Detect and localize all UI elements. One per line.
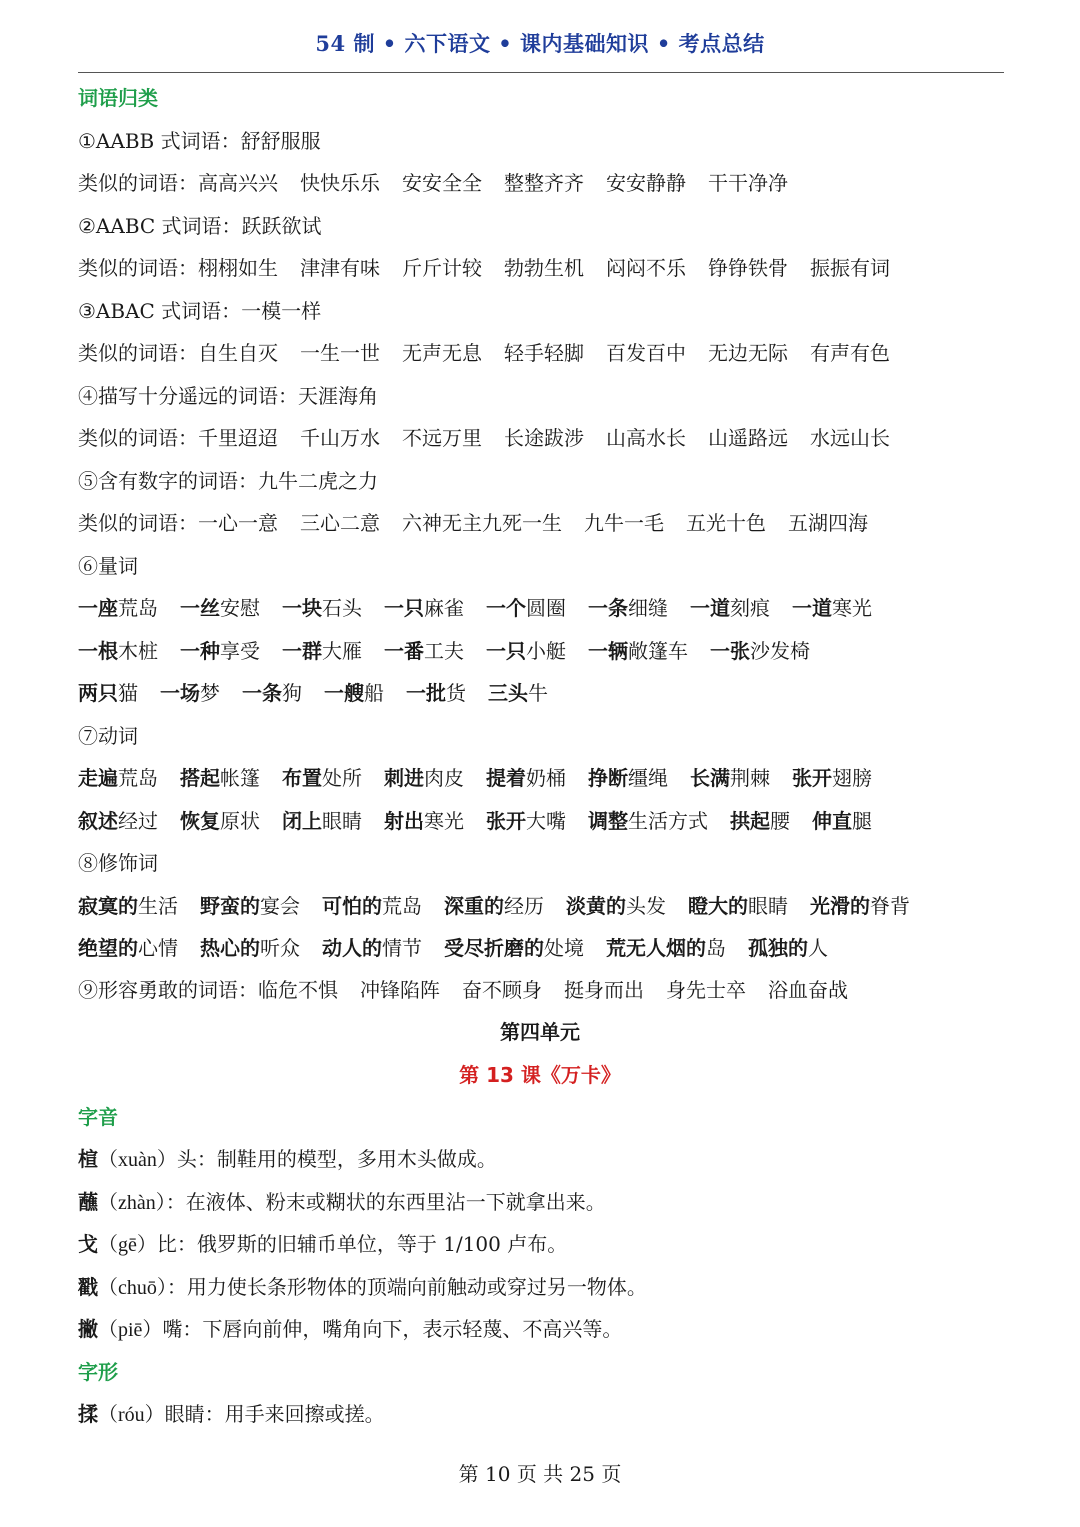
unit-title: 第四单元 xyxy=(500,1020,580,1044)
phrase-normal-part: 经历 xyxy=(504,894,544,918)
phrase-item xyxy=(710,636,810,666)
phrase-bold-part: 寂寞的 xyxy=(78,894,138,918)
phrase-bold-part: 一道 xyxy=(792,596,832,620)
phrase-item xyxy=(812,806,872,836)
phrase-bold-part: 两只 xyxy=(78,681,118,705)
phrase-normal-part: 生活 xyxy=(138,894,178,918)
far-words-title: ④描写十分遥远的词语：天涯海角 xyxy=(78,384,378,408)
phrase-bold-part: 提着 xyxy=(486,766,526,790)
word-item: 安安静静 xyxy=(606,171,686,195)
phrase-item xyxy=(444,933,584,963)
phrase-bold-part: 一只 xyxy=(384,596,424,620)
page-footer: 第 10 页 共 25 页 xyxy=(458,1462,622,1486)
phrase-normal-part: 刻痕 xyxy=(730,596,770,620)
phrase-bold-part: 孤独的 xyxy=(748,936,808,960)
word-item: 山高水长 xyxy=(606,426,686,450)
word-item: 一生一世 xyxy=(300,341,380,365)
aabb-similar xyxy=(78,168,788,198)
abac-similar xyxy=(78,338,890,368)
word-item: 无声无息 xyxy=(402,341,482,365)
phrase-item xyxy=(748,933,828,963)
phrase-item xyxy=(78,636,158,666)
phrase-bold-part: 绝望的 xyxy=(78,936,138,960)
phrase-item xyxy=(566,891,666,921)
phrase-normal-part: 安慰 xyxy=(220,596,260,620)
phrase-normal-part: 腰 xyxy=(770,809,790,833)
phrase-normal-part: 狗 xyxy=(282,681,302,705)
phrase-bold-part: 一只 xyxy=(486,639,526,663)
section-heading-word-classification: 词语归类 xyxy=(78,86,158,110)
phrase-item xyxy=(200,891,300,921)
word-item: 临危不惧 xyxy=(258,978,338,1002)
phrase-bold-part: 荒无人烟的 xyxy=(606,936,706,960)
phrase-item xyxy=(588,593,668,623)
phrase-item xyxy=(810,891,910,921)
entry-definition: 头：制鞋用的模型，多用木头做成。 xyxy=(176,1147,497,1171)
phrase-bold-part: 一批 xyxy=(406,681,446,705)
phrase-bold-part: 一丝 xyxy=(180,596,220,620)
phrase-bold-part: 一座 xyxy=(78,596,118,620)
phrase-normal-part: 经过 xyxy=(118,809,158,833)
phrase-normal-part: 情节 xyxy=(382,936,422,960)
number-words-similar xyxy=(78,508,868,538)
phrase-item xyxy=(384,636,464,666)
phrase-normal-part: 小艇 xyxy=(526,639,566,663)
page-header: 54 制 • 六下语文 • 课内基础知识 • 考点总结 xyxy=(315,31,765,56)
phrase-item xyxy=(690,763,770,793)
entry-character: 戈 xyxy=(78,1232,98,1256)
phrase-item xyxy=(282,806,362,836)
word-item: 斤斤计较 xyxy=(402,256,482,280)
header-divider xyxy=(78,72,1004,73)
word-item: 山遥路远 xyxy=(708,426,788,450)
phrase-normal-part: 眼睛 xyxy=(322,809,362,833)
phrase-item xyxy=(282,763,362,793)
entry-pinyin: （róu） xyxy=(98,1404,165,1426)
verbs-row xyxy=(78,763,872,793)
phrase-bold-part: 一道 xyxy=(690,596,730,620)
phrase-normal-part: 头发 xyxy=(626,894,666,918)
phrase-item xyxy=(78,678,138,708)
section-heading-character-form: 字形 xyxy=(78,1360,118,1384)
brave-words xyxy=(78,975,848,1005)
phrase-normal-part: 寒光 xyxy=(832,596,872,620)
phrase-normal-part: 肉皮 xyxy=(424,766,464,790)
phrase-bold-part: 张开 xyxy=(792,766,832,790)
entry-character: 揉 xyxy=(78,1402,98,1426)
phrase-normal-part: 脊背 xyxy=(870,894,910,918)
similar-prefix: 类似的词语： xyxy=(78,511,198,535)
phrase-normal-part: 梦 xyxy=(200,681,220,705)
phrase-item xyxy=(588,763,668,793)
word-item: 整整齐齐 xyxy=(504,171,584,195)
phrase-bold-part: 一张 xyxy=(710,639,750,663)
phrase-item xyxy=(486,806,566,836)
phrase-item xyxy=(444,891,544,921)
word-item: 振振有词 xyxy=(810,256,890,280)
phrase-bold-part: 调整 xyxy=(588,809,628,833)
phrase-normal-part: 荒岛 xyxy=(382,894,422,918)
word-item: 六神无主九死一生 xyxy=(402,511,562,535)
phrase-item xyxy=(200,933,300,963)
aabc-title: ②AABC 式词语：跃跃欲试 xyxy=(78,214,322,238)
word-item: 长途跋涉 xyxy=(504,426,584,450)
phrase-item xyxy=(792,593,872,623)
word-item: 无边无际 xyxy=(708,341,788,365)
phrase-normal-part: 岛 xyxy=(706,936,726,960)
phrase-item xyxy=(180,763,260,793)
phrase-item xyxy=(690,593,770,623)
verbs-row xyxy=(78,806,872,836)
phrase-item xyxy=(242,678,302,708)
entry-pinyin: （chuō） xyxy=(98,1276,167,1299)
phrase-item xyxy=(486,593,566,623)
phrase-bold-part: 拱起 xyxy=(730,809,770,833)
character-form-entry xyxy=(78,1399,385,1429)
phrase-bold-part: 一场 xyxy=(160,681,200,705)
phrase-bold-part: 一个 xyxy=(486,596,526,620)
similar-prefix: 类似的词语： xyxy=(78,426,198,450)
modifiers-row xyxy=(78,933,828,963)
word-item: 五光十色 xyxy=(686,511,766,535)
entry-pinyin: （piē） xyxy=(98,1319,163,1341)
word-item: 五湖四海 xyxy=(788,511,868,535)
word-item: 三心二意 xyxy=(300,511,380,535)
phrase-item xyxy=(730,806,790,836)
phrase-item xyxy=(282,593,362,623)
word-item: 闷闷不乐 xyxy=(606,256,686,280)
entry-definition: ：用力使长条形物体的顶端向前触动或穿过另一物体。 xyxy=(166,1274,647,1299)
phrase-item xyxy=(688,891,788,921)
phrase-normal-part: 心情 xyxy=(138,936,178,960)
word-item: 有声有色 xyxy=(810,341,890,365)
phrase-item xyxy=(78,806,158,836)
phrase-normal-part: 眼睛 xyxy=(748,894,788,918)
entry-pinyin: （xuàn） xyxy=(98,1149,177,1171)
phrase-bold-part: 叙述 xyxy=(78,809,118,833)
phrase-bold-part: 刺进 xyxy=(384,766,424,790)
aabc-similar xyxy=(78,253,890,283)
phrase-normal-part: 细缝 xyxy=(628,596,668,620)
phrase-bold-part: 闭上 xyxy=(282,809,322,833)
phrase-bold-part: 射出 xyxy=(384,809,424,833)
phrase-item xyxy=(486,763,566,793)
word-item: 安安全全 xyxy=(402,171,482,195)
phrase-normal-part: 大嘴 xyxy=(526,809,566,833)
phrase-normal-part: 牛 xyxy=(528,681,548,705)
phrase-normal-part: 沙发椅 xyxy=(750,639,810,663)
phrase-item xyxy=(588,636,688,666)
phrase-bold-part: 长满 xyxy=(690,766,730,790)
phrase-bold-part: 野蛮的 xyxy=(200,894,260,918)
word-item: 铮铮铁骨 xyxy=(708,256,788,280)
phrase-bold-part: 一条 xyxy=(588,596,628,620)
phrase-item xyxy=(78,891,178,921)
modifiers-row xyxy=(78,891,910,921)
pronunciation-entry xyxy=(78,1229,567,1259)
word-item: 百发百中 xyxy=(606,341,686,365)
phrase-item xyxy=(78,933,178,963)
word-item: 冲锋陷阵 xyxy=(360,978,440,1002)
phrase-item xyxy=(486,636,566,666)
measure-words-row xyxy=(78,593,872,623)
measure-words-row xyxy=(78,636,810,666)
phrase-bold-part: 搭起 xyxy=(180,766,220,790)
entry-pinyin: （gē） xyxy=(98,1234,157,1256)
phrase-normal-part: 人 xyxy=(808,936,828,960)
phrase-item xyxy=(384,806,464,836)
phrase-item xyxy=(322,891,422,921)
pronunciation-entry xyxy=(78,1187,606,1217)
phrase-normal-part: 工夫 xyxy=(424,639,464,663)
abac-title: ③ABAC 式词语：一模一样 xyxy=(78,299,322,323)
phrase-normal-part: 处所 xyxy=(322,766,362,790)
phrase-bold-part: 热心的 xyxy=(200,936,260,960)
phrase-item xyxy=(792,763,872,793)
phrase-item xyxy=(160,678,220,708)
phrase-item xyxy=(606,933,726,963)
phrase-bold-part: 深重的 xyxy=(444,894,504,918)
phrase-normal-part: 荒岛 xyxy=(118,596,158,620)
measure-words-title: ⑥量词 xyxy=(78,554,138,578)
word-item: 勃勃生机 xyxy=(504,256,584,280)
phrase-normal-part: 猫 xyxy=(118,681,138,705)
phrase-item xyxy=(406,678,466,708)
word-item: 栩栩如生 xyxy=(198,256,278,280)
phrase-item xyxy=(180,593,260,623)
phrase-bold-part: 布置 xyxy=(282,766,322,790)
word-item: 快快乐乐 xyxy=(300,171,380,195)
phrase-bold-part: 瞪大的 xyxy=(688,894,748,918)
phrase-item xyxy=(488,678,548,708)
phrase-item xyxy=(384,593,464,623)
entry-character: 撇 xyxy=(78,1317,98,1341)
phrase-bold-part: 一辆 xyxy=(588,639,628,663)
phrase-normal-part: 货 xyxy=(446,681,466,705)
phrase-normal-part: 原状 xyxy=(220,809,260,833)
phrase-normal-part: 腿 xyxy=(852,809,872,833)
far-words-similar xyxy=(78,423,890,453)
phrase-item xyxy=(78,763,158,793)
word-item: 挺身而出 xyxy=(564,978,644,1002)
entry-character: 戳 xyxy=(78,1274,98,1299)
similar-prefix: 类似的词语： xyxy=(78,256,198,280)
phrase-bold-part: 可怕的 xyxy=(322,894,382,918)
word-item: 千山万水 xyxy=(300,426,380,450)
word-item: 千里迢迢 xyxy=(198,426,278,450)
phrase-bold-part: 一条 xyxy=(242,681,282,705)
phrase-bold-part: 一艘 xyxy=(324,681,364,705)
entry-character: 蘸 xyxy=(78,1189,98,1214)
word-item: 不远万里 xyxy=(402,426,482,450)
word-item: 身先士卒 xyxy=(666,978,746,1002)
phrase-normal-part: 大雁 xyxy=(322,639,362,663)
phrase-bold-part: 张开 xyxy=(486,809,526,833)
similar-prefix: 类似的词语： xyxy=(78,171,198,195)
phrase-normal-part: 生活方式 xyxy=(628,809,708,833)
phrase-normal-part: 敞篷车 xyxy=(628,639,688,663)
phrase-normal-part: 帐篷 xyxy=(220,766,260,790)
phrase-bold-part: 淡黄的 xyxy=(566,894,626,918)
phrase-normal-part: 麻雀 xyxy=(424,596,464,620)
measure-words-row xyxy=(78,678,548,708)
phrase-normal-part: 听众 xyxy=(260,936,300,960)
phrase-normal-part: 荆棘 xyxy=(730,766,770,790)
phrase-normal-part: 处境 xyxy=(544,936,584,960)
phrase-item xyxy=(322,933,422,963)
phrase-item xyxy=(78,593,158,623)
phrase-bold-part: 走遍 xyxy=(78,766,118,790)
phrase-bold-part: 受尽折磨的 xyxy=(444,936,544,960)
phrase-normal-part: 享受 xyxy=(220,639,260,663)
number-words-title: ⑤含有数字的词语：九牛二虎之力 xyxy=(78,469,378,493)
phrase-item xyxy=(180,806,260,836)
lesson-title: 第 13 课《万卡》 xyxy=(459,1063,621,1087)
phrase-normal-part: 船 xyxy=(364,681,384,705)
phrase-normal-part: 奶桶 xyxy=(526,766,566,790)
word-item: 水远山长 xyxy=(810,426,890,450)
modifiers-title: ⑧修饰词 xyxy=(78,851,158,875)
phrase-normal-part: 木桩 xyxy=(118,639,158,663)
phrase-normal-part: 寒光 xyxy=(424,809,464,833)
phrase-normal-part: 翅膀 xyxy=(832,766,872,790)
pronunciation-entry xyxy=(78,1272,647,1302)
phrase-normal-part: 石头 xyxy=(322,596,362,620)
phrase-item xyxy=(384,763,464,793)
entry-definition: 比：俄罗斯的旧辅币单位，等于 1/100 卢布。 xyxy=(156,1232,568,1256)
section-heading-pronunciation: 字音 xyxy=(78,1105,118,1129)
phrase-bold-part: 光滑的 xyxy=(810,894,870,918)
phrase-normal-part: 荒岛 xyxy=(118,766,158,790)
phrase-bold-part: 恢复 xyxy=(180,809,220,833)
phrase-item xyxy=(282,636,362,666)
entry-pinyin: （zhàn） xyxy=(98,1191,166,1214)
phrase-bold-part: 伸直 xyxy=(812,809,852,833)
phrase-normal-part: 缰绳 xyxy=(628,766,668,790)
phrase-normal-part: 圆圈 xyxy=(526,596,566,620)
word-item: 一心一意 xyxy=(198,511,278,535)
entry-character: 楦 xyxy=(78,1147,98,1171)
word-item: 高高兴兴 xyxy=(198,171,278,195)
pronunciation-entry xyxy=(78,1314,622,1344)
similar-prefix: 类似的词语： xyxy=(78,341,198,365)
phrase-bold-part: 一番 xyxy=(384,639,424,663)
pronunciation-entry xyxy=(78,1144,497,1174)
verbs-title: ⑦动词 xyxy=(78,724,138,748)
phrase-bold-part: 一群 xyxy=(282,639,322,663)
word-item: 干干净净 xyxy=(708,171,788,195)
word-item: 奋不顾身 xyxy=(462,978,542,1002)
phrase-bold-part: 一块 xyxy=(282,596,322,620)
entry-definition: ：在液体、粉末或糊状的东西里沾一下就拿出来。 xyxy=(165,1189,606,1214)
phrase-bold-part: 一根 xyxy=(78,639,118,663)
word-item: 浴血奋战 xyxy=(768,978,848,1002)
phrase-bold-part: 三头 xyxy=(488,681,528,705)
phrase-normal-part: 宴会 xyxy=(260,894,300,918)
phrase-item xyxy=(588,806,708,836)
word-item: 自生自灭 xyxy=(198,341,278,365)
phrase-item xyxy=(180,636,260,666)
entry-definition: 眼睛：用手来回擦或搓。 xyxy=(164,1402,385,1426)
phrase-bold-part: 动人的 xyxy=(322,936,382,960)
similar-prefix: ⑨形容勇敢的词语： xyxy=(78,978,258,1002)
phrase-item xyxy=(324,678,384,708)
phrase-bold-part: 挣断 xyxy=(588,766,628,790)
word-item: 轻手轻脚 xyxy=(504,341,584,365)
word-item: 津津有味 xyxy=(300,256,380,280)
phrase-bold-part: 一种 xyxy=(180,639,220,663)
entry-definition: 嘴：下唇向前伸，嘴角向下，表示轻蔑、不高兴等。 xyxy=(162,1317,623,1341)
aabb-title: ①AABB 式词语：舒舒服服 xyxy=(78,129,321,153)
word-item: 九牛一毛 xyxy=(584,511,664,535)
